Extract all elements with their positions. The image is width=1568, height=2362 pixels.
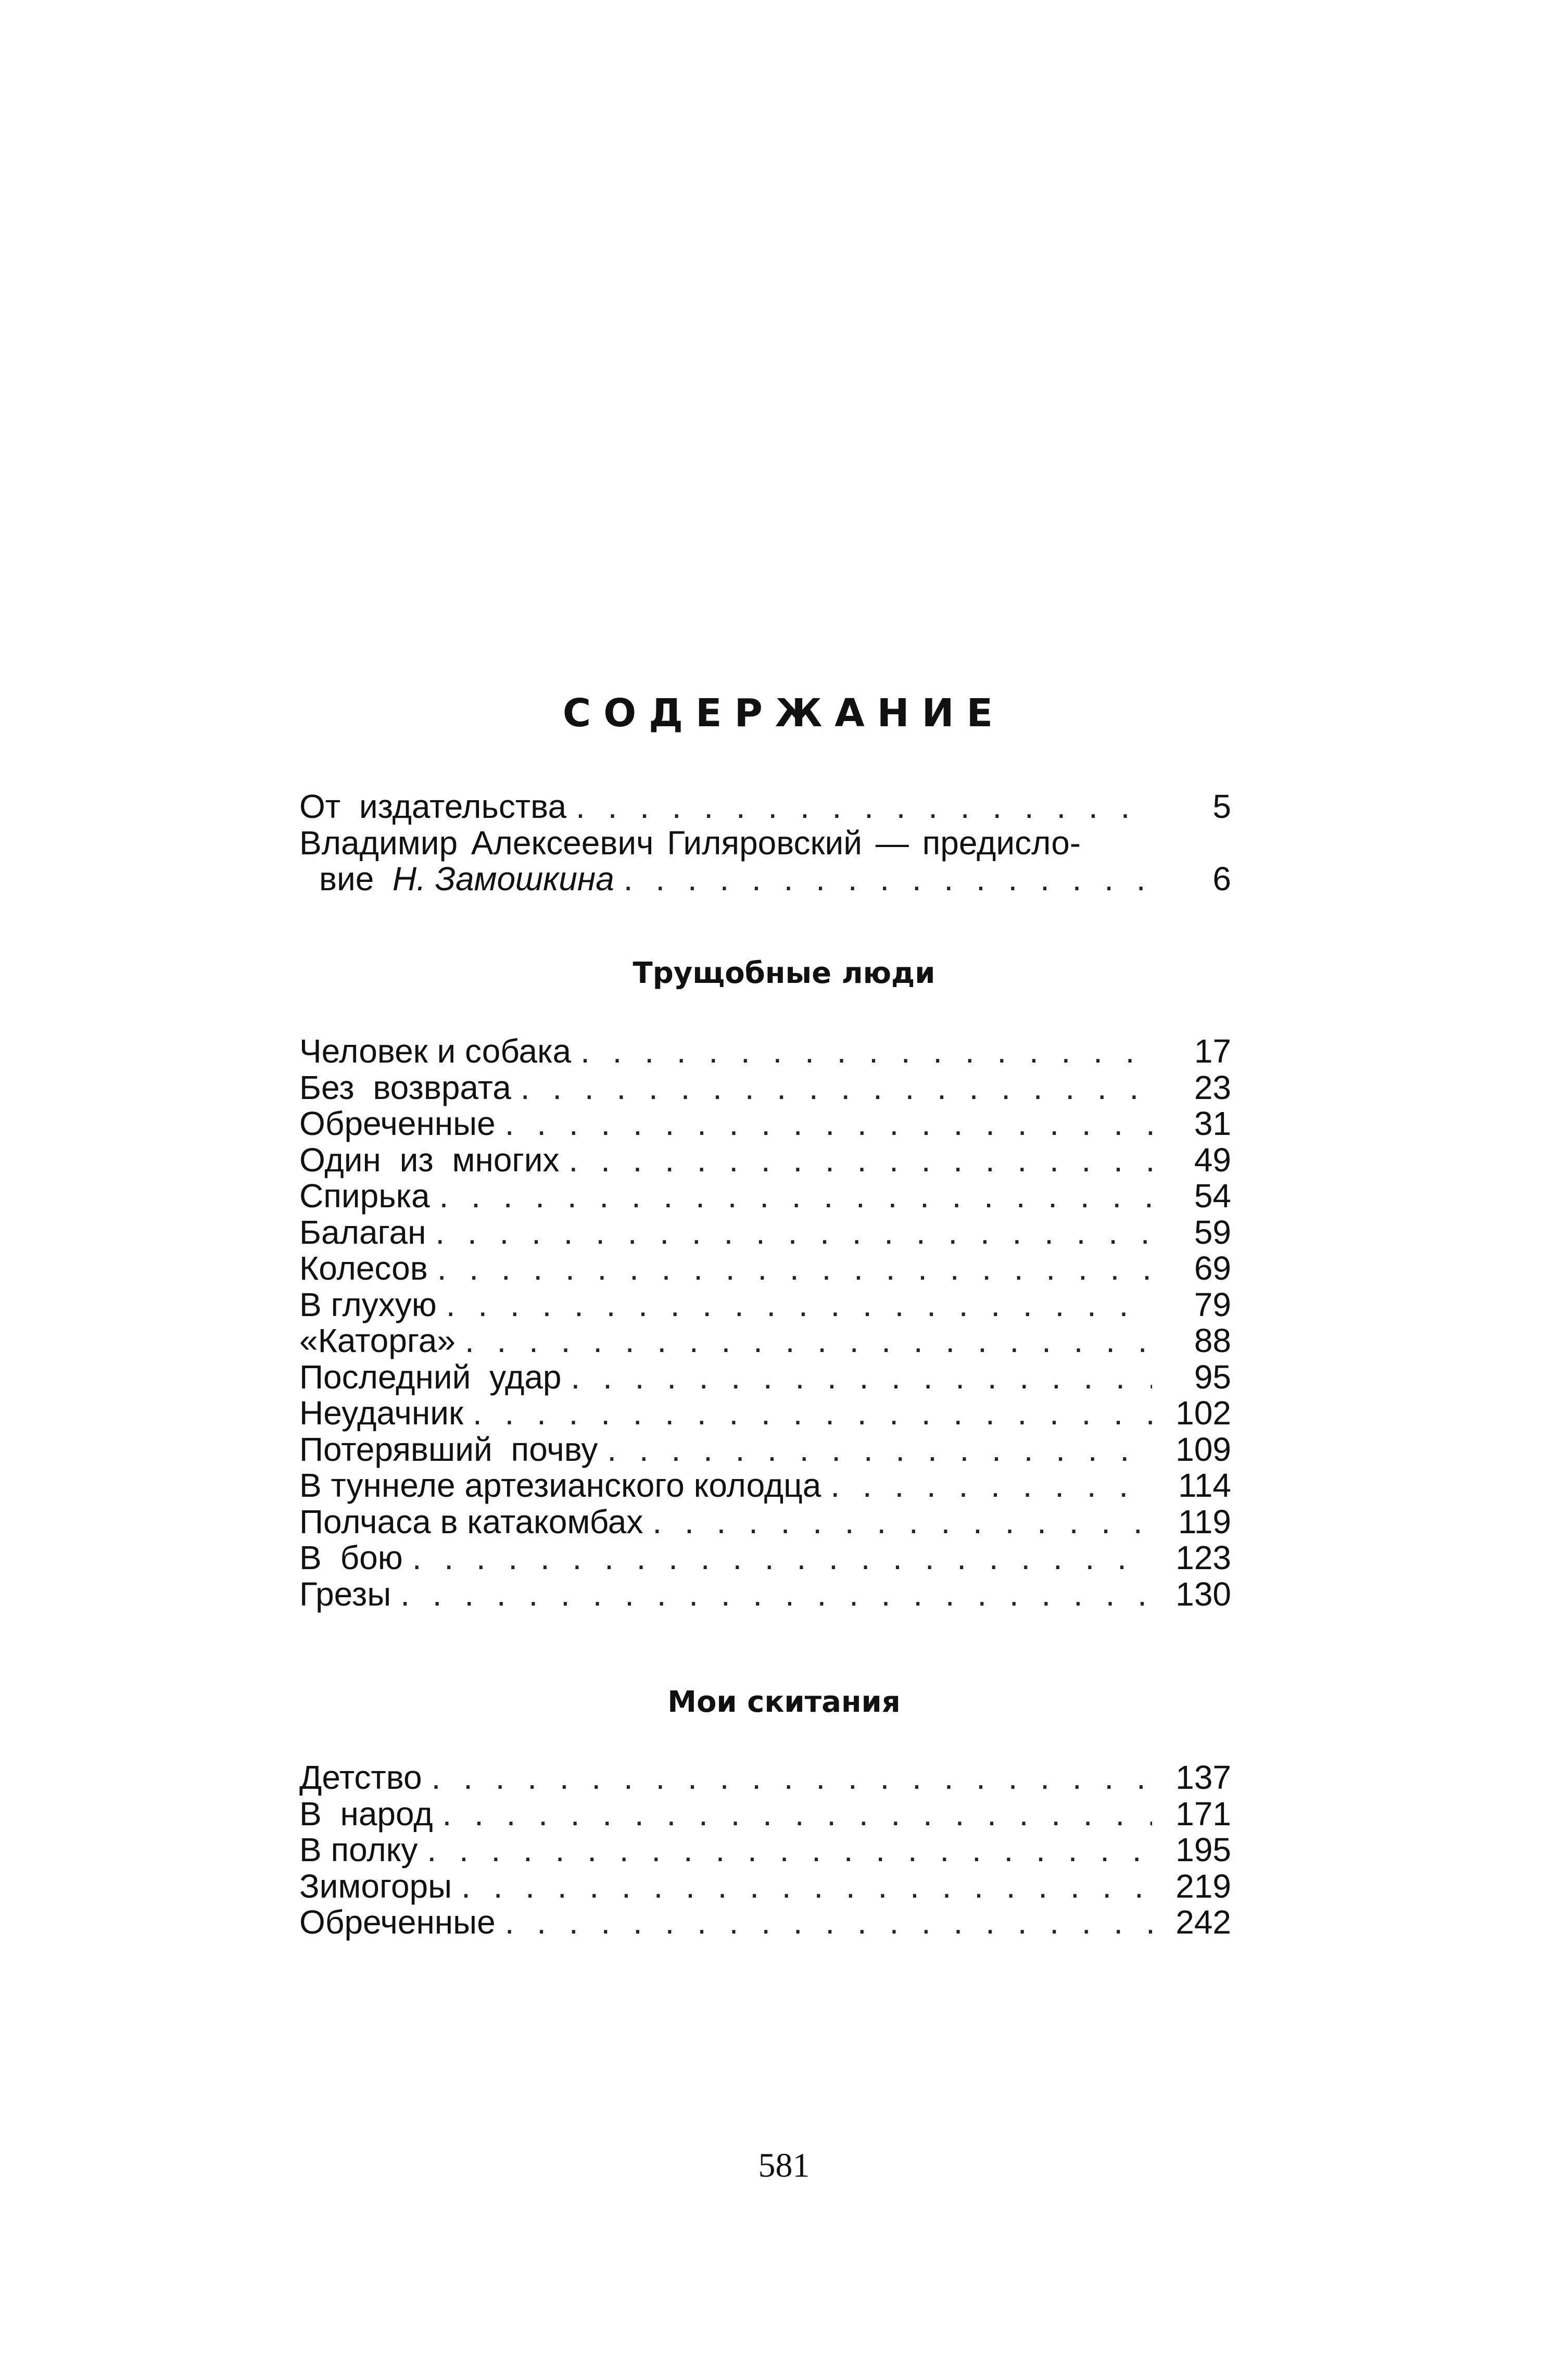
entry-page: 171 (1175, 1795, 1231, 1833)
toc-entry (299, 1432, 1231, 1468)
toc-entry (299, 1540, 1231, 1576)
toc-entry (299, 1468, 1231, 1504)
dot-leader (463, 1395, 1152, 1432)
toc-entry (299, 1576, 1231, 1613)
entry-page: 123 (1175, 1539, 1231, 1576)
entry-title: В бою (299, 1539, 403, 1576)
entry-title: Грезы (299, 1575, 391, 1613)
toc-entry (299, 1359, 1231, 1396)
toc-entry-preface (299, 861, 1231, 898)
dot-leader (422, 1760, 1152, 1796)
dot-leader (430, 1178, 1152, 1215)
entry-title: Полчаса в катакомбах (299, 1502, 643, 1540)
entry-title: В глухую (299, 1285, 437, 1323)
toc-entry (299, 1504, 1231, 1540)
toc-entry (299, 1832, 1231, 1868)
dot-leader (562, 1359, 1153, 1396)
dot-leader (433, 1796, 1152, 1833)
dot-leader (456, 1323, 1152, 1359)
dot-leader (511, 1070, 1152, 1106)
entry-page: 102 (1175, 1394, 1231, 1432)
entry-title: Спирька (299, 1177, 430, 1215)
entry-title: Обреченные (299, 1903, 496, 1941)
entry-title: Последний удар (299, 1358, 562, 1396)
entry-page: 23 (1194, 1068, 1231, 1106)
section-entries (299, 1033, 1231, 1612)
entry-page: 6 (1212, 860, 1231, 898)
entry-title: В полку (299, 1831, 418, 1868)
dot-leader (560, 1142, 1153, 1179)
entry-page: 69 (1194, 1249, 1231, 1287)
preface-line-1: Владимир Алексеевич Гиляровский — предисло- (299, 824, 1081, 862)
entry-page: 137 (1175, 1759, 1231, 1796)
entry-title: Детство (299, 1759, 422, 1796)
dot-leader (428, 1251, 1152, 1287)
toc-entry (299, 1323, 1231, 1359)
dot-leader (496, 1106, 1152, 1142)
toc-entry (299, 1106, 1231, 1142)
section-heading: Трущобные люди (633, 956, 935, 990)
dot-leader (496, 1904, 1152, 1941)
entry-page: 17 (1194, 1032, 1231, 1070)
toc-title: СОДЕРЖАНИЕ (562, 691, 1006, 736)
entry-page: 79 (1194, 1285, 1231, 1323)
section-heading: Мои скитания (667, 1685, 901, 1719)
preface-line-2 (299, 861, 614, 898)
entry-title: Балаган (299, 1213, 426, 1251)
entry-page: 195 (1175, 1831, 1231, 1868)
entry-page: 31 (1194, 1105, 1231, 1142)
dot-leader (598, 1432, 1152, 1468)
entry-title: Человек и собака (299, 1032, 572, 1070)
entry-title: Неудачник (299, 1394, 463, 1432)
dot-leader (418, 1832, 1152, 1868)
preface-author: Н. Замошкина (392, 860, 614, 898)
dot-leader (643, 1504, 1152, 1540)
toc-entry (299, 1142, 1231, 1179)
entry-page: 5 (1212, 788, 1231, 825)
entry-title: «Каторга» (299, 1322, 456, 1359)
entry-page: 88 (1194, 1322, 1231, 1359)
entry-title: В народ (299, 1795, 433, 1833)
entry-title: Обреченные (299, 1105, 496, 1142)
entry-title: Один из многих (299, 1141, 560, 1179)
entry-page: 109 (1175, 1430, 1231, 1468)
entry-page: 219 (1175, 1867, 1231, 1905)
toc-entry (299, 1251, 1231, 1287)
front-matter (299, 789, 1231, 898)
toc-entry (299, 789, 1231, 825)
toc-entry (299, 1033, 1231, 1070)
entry-page: 242 (1175, 1903, 1231, 1941)
toc-entry (299, 1178, 1231, 1215)
dot-leader (614, 861, 1152, 898)
entry-page: 119 (1178, 1502, 1231, 1540)
toc-entry (299, 1395, 1231, 1432)
toc-entry (299, 1215, 1231, 1251)
toc-entry (299, 1070, 1231, 1106)
entry-page: 49 (1194, 1141, 1231, 1179)
toc-entry (299, 1760, 1231, 1796)
entry-page: 114 (1178, 1467, 1231, 1504)
toc-entry (299, 1287, 1231, 1323)
entry-page: 95 (1194, 1358, 1231, 1396)
entry-page: 130 (1175, 1575, 1231, 1613)
dot-leader (426, 1215, 1152, 1251)
dot-leader (391, 1576, 1152, 1613)
toc-entry (299, 1868, 1231, 1905)
dot-leader (571, 1033, 1152, 1070)
page-number: 581 (758, 2146, 810, 2184)
toc-entry (299, 1796, 1231, 1833)
toc-entry (299, 1904, 1231, 1941)
entry-page: 54 (1194, 1177, 1231, 1215)
entry-title: В туннеле артезианского колодца (299, 1467, 821, 1504)
entry-title: Без возврата (299, 1068, 511, 1106)
section-entries (299, 1760, 1231, 1941)
preface-word: вие (319, 860, 374, 898)
entry-title: От издательства (299, 788, 567, 825)
entry-page: 59 (1194, 1213, 1231, 1251)
entry-title: Потерявший почву (299, 1430, 598, 1468)
dot-leader (566, 789, 1152, 825)
dot-leader (403, 1540, 1152, 1576)
dot-leader (821, 1468, 1152, 1504)
dot-leader (452, 1868, 1152, 1905)
dot-leader (437, 1287, 1152, 1323)
entry-title: Колесов (299, 1249, 428, 1287)
entry-title: Зимогоры (299, 1867, 452, 1905)
